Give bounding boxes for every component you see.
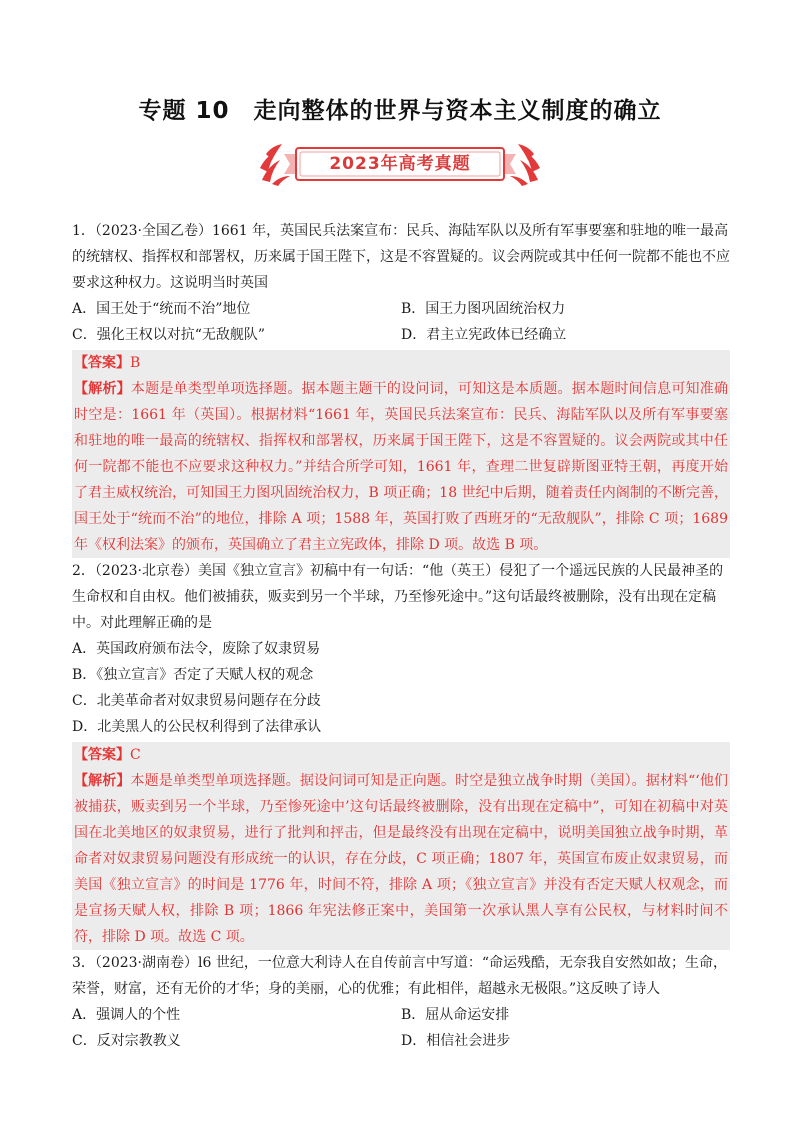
answer-tag: 【答案】 — [74, 747, 130, 763]
question-options — [72, 1002, 730, 1054]
option-d: D．相信社会进步 — [401, 1033, 511, 1049]
option-b: B．国王力图巩固统治权力 — [401, 301, 566, 317]
exam-banner — [258, 140, 542, 188]
question-stem: 1．（2023·全国乙卷）1661 年，英国民兵法案宣布：民兵、海陆军队以及所有军事要塞和驻地的唯一最高的统辖权、指挥权和部署权，历来属于国王陛下，这是不容置疑的。议会两院或其中任何一院都不能也不应要求这种权力。这说明当时英国 — [72, 223, 730, 291]
question-item — [72, 950, 730, 1054]
option-d: D．君主立宪政体已经确立 — [401, 327, 567, 343]
question-item — [72, 218, 730, 558]
question-options — [72, 636, 730, 740]
analysis-text: 本题是单类型单项选择题。据本题主题干的设问词，可知这是本质题。据本题时间信息可知准确时空是：1661 年（英国）。根据材料“1661 年，英国民兵法案宣布：民兵、海陆军队以及所有军事要塞和驻地的唯一最高的统辖权、指挥权和部署权，历来属于国王陛下，这是不容置疑的。议会两院或其中任何一院都不能也不应要求这种权力。”并结合所学可知，1661 年，查理二世复辟斯图亚特王朝，再度开始了君主威权统治，可知国王力图巩固统治权力，B 项正确；18 世纪中后期，随着责任内阁制的不断完善，国王处于“统而不治”的地位，排除 A 项；1588 年，英国打败了西班牙的“无敌舰队”，排除 C 项；1689 年《权利法案》的颁布，英国确立了君主立宪政体，排除 D 项。故选 B 项。 — [74, 381, 728, 553]
answer-value: B — [130, 355, 141, 371]
answer-tag: 【答案】 — [74, 355, 130, 371]
analysis-tag: 【解析】 — [74, 381, 131, 397]
question-stem: 2．（2023·北京卷）美国《独立宣言》初稿中有一句话：“他（英王）侵犯了一个遥远民族的人民最神圣的生命权和自由权。他们被捕获，贩卖到另一个半球，乃至惨死途中。”这句话最终被删除，没有出现在定稿中。对此理解正确的是 — [72, 563, 724, 631]
option-a: A．英国政府颁布法令，废除了奴隶贸易 — [72, 641, 321, 657]
option-a: A．强调人的个性 — [72, 1007, 181, 1023]
analysis-tag: 【解析】 — [74, 773, 131, 789]
answer-block — [72, 350, 730, 558]
banner-label: 2023年高考真题 — [329, 154, 471, 174]
question-item — [72, 558, 730, 950]
option-c: C．强化王权以对抗“无敌舰队” — [72, 327, 266, 343]
question-options — [72, 296, 730, 348]
question-list — [72, 218, 730, 1054]
answer-value: C — [130, 747, 141, 763]
page-title: 专题 10 走向整体的世界与资本主义制度的确立 — [138, 98, 662, 124]
option-b: B．屈从命运安排 — [401, 1007, 510, 1023]
analysis-text: 本题是单类型单项选择题。据设问词可知是正向题。时空是独立战争时期（美国）。据材料“‘他们被捕获，贩卖到另一个半球，乃至惨死途中’这句话最终被删除，没有出现在定稿中”，可知在初稿中对英国在北美地区的奴隶贸易，进行了批判和抨击，但是最终没有出现在定稿中，说明美国独立战争时期，革命者对奴隶贸易问题没有形成统一的认识，存在分歧，C 项正确；1807 年，英国宣布废止奴隶贸易，而美国《独立宣言》的时间是 1776 年，时间不符，排除 A 项；《独立宣言》并没有否定天赋人权观念，而是宣扬天赋人权，排除 B 项；1866 年宪法修正案中，美国第一次承认黑人享有公民权，与材料时间不符，排除 D 项。故选 C 项。 — [74, 773, 728, 945]
option-b: B．《独立宣言》否定了天赋人权的观念 — [72, 667, 314, 683]
answer-block — [72, 742, 730, 950]
option-d: D．北美黑人的公民权利得到了法律承认 — [72, 719, 322, 735]
question-stem: 3．（2023·湖南卷）l6 世纪，一位意大利诗人在自传前言中写道：“命运残酷，无奈我自安然如故；生命，荣誉，财富，还有无价的才华；身的美丽，心的优雅；有此相伴，超越永无极限。”这反映了诗人 — [72, 955, 727, 997]
option-c: C．北美革命者对奴隶贸易问题存在分歧 — [72, 693, 321, 709]
option-c: C．反对宗教教义 — [72, 1033, 181, 1049]
option-a: A．国王处于“统而不治”地位 — [72, 301, 251, 317]
